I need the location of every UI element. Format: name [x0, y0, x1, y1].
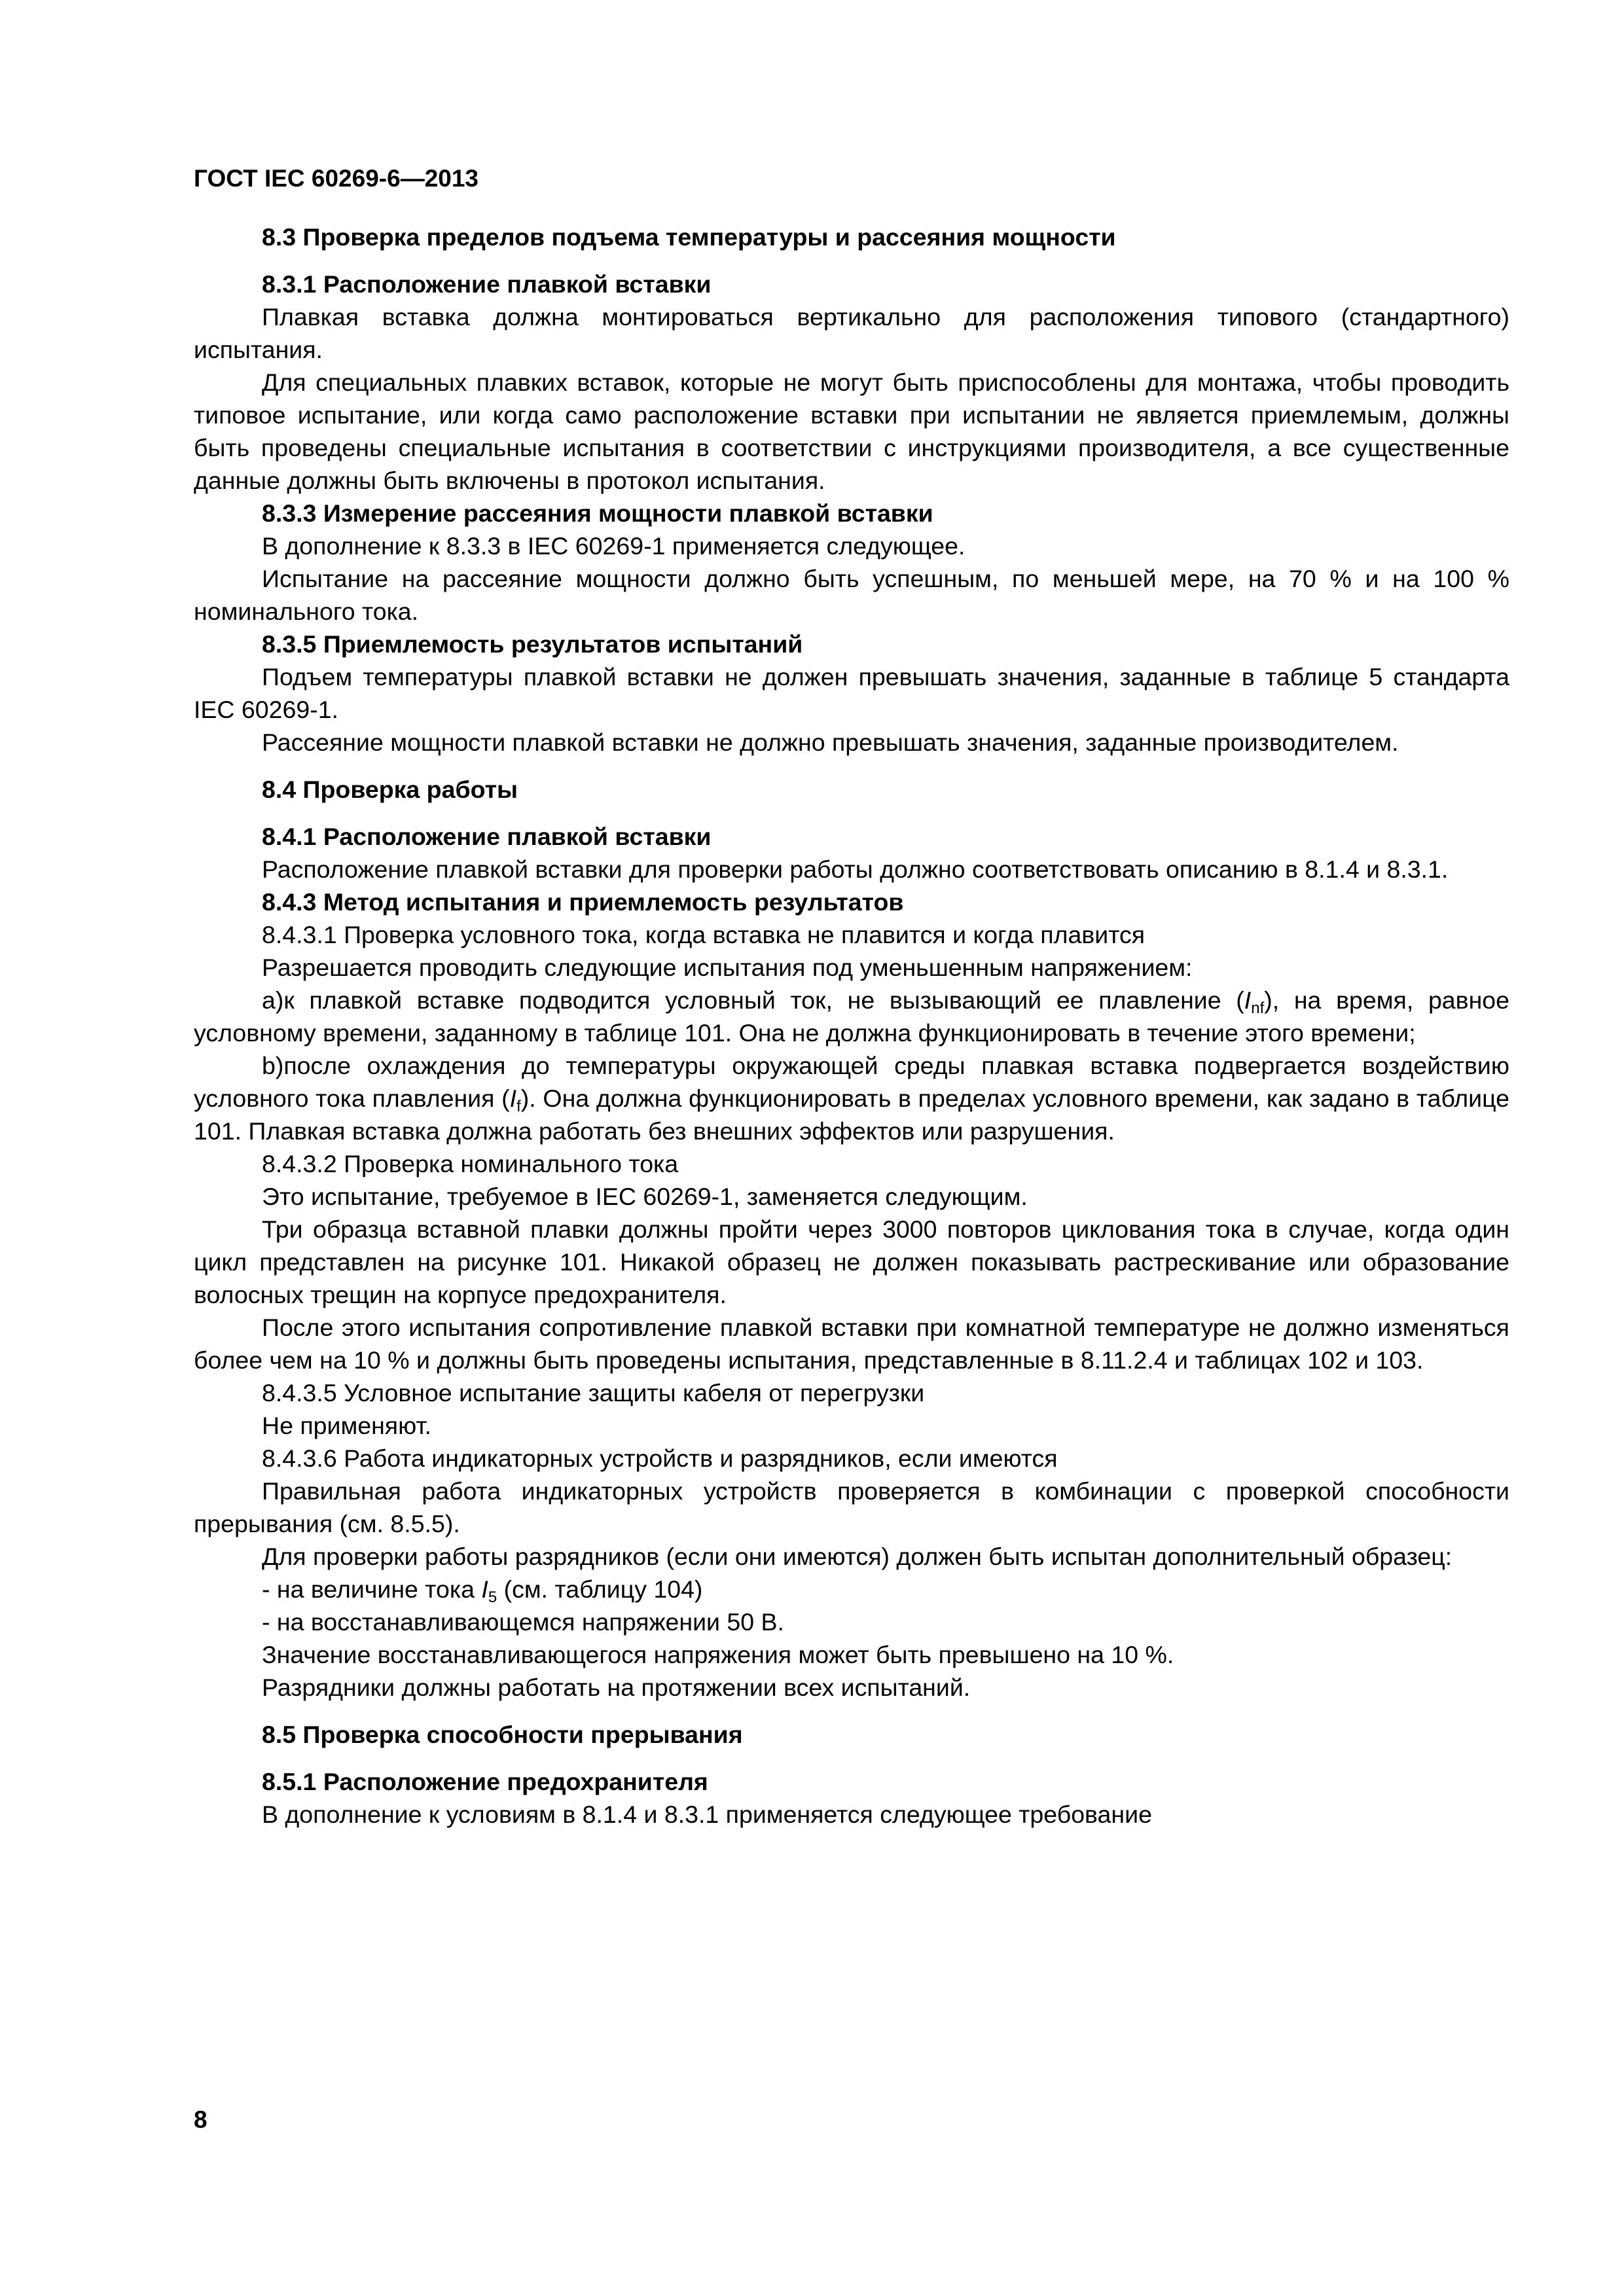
current-subscript: 5	[488, 1588, 497, 1606]
current-symbol: I	[509, 1085, 517, 1112]
subsection-heading-8-5-1: 8.5.1 Расположение предохранителя	[262, 1768, 708, 1795]
document-header: ГОСТ IEC 60269-6—2013	[194, 165, 479, 192]
paragraph: Рассеяние мощности плавкой вставки не должно превышать значения, заданные производителем.	[262, 728, 1399, 756]
section-heading-8-5: 8.5 Проверка способности прерывания	[262, 1721, 743, 1748]
subsection-heading-8-3-5: 8.3.5 Приемлемость результатов испытаний	[262, 630, 803, 658]
paragraph: Разрядники должны работать на протяжении всех испытаний.	[262, 1674, 971, 1701]
list-item-b	[194, 1049, 1509, 1147]
paragraph: Плавкая вставка должна монтироваться вертикально для расположения типового (стандартного) испытания.	[194, 303, 1509, 363]
paragraph: 8.4.3.1 Проверка условного тока, когда вставка не плавится и когда плавится	[262, 921, 1146, 948]
text-run: b)после охлаждения до температуры окружающей среды плавкая вставка подвергается воздействию условного тока плавления (	[194, 1052, 1509, 1112]
paragraph: Три образца вставной плавки должны пройти через 3000 повторов циклования тока в случае, когда один цикл представлен на рисунке 101. Никакой образец не должен показывать растрескивание или образование волосных трещин на корпусе предохранителя.	[194, 1215, 1509, 1308]
text-run: ). Она должна функционировать в пределах условного времени, как задано в таблице 101. Плавкая вставка должна работать без внешних эффектов или разрушения.	[194, 1085, 1509, 1145]
paragraph: В дополнение к условиям в 8.1.4 и 8.3.1 применяется следующее требование	[262, 1801, 1152, 1828]
text-run: ), на время, равное условному времени, заданному в таблице 101. Она не должна функционировать в течение этого времени;	[194, 986, 1510, 1047]
text-run: (см. таблицу 104)	[497, 1575, 703, 1603]
paragraph: 8.4.3.2 Проверка номинального тока	[262, 1150, 679, 1177]
list-item-a	[194, 984, 1509, 1049]
paragraph: Разрешается проводить следующие испытания под уменьшенным напряжением:	[262, 954, 1193, 981]
paragraph: Правильная работа индикаторных устройств проверяется в комбинации с проверкой способности прерывания (см. 8.5.5).	[194, 1477, 1509, 1537]
current-subscript: nf	[1251, 999, 1265, 1017]
current-symbol: I	[1244, 986, 1252, 1014]
paragraph: Это испытание, требуемое в IEC 60269-1, заменяется следующим.	[262, 1183, 1028, 1210]
document-body	[194, 221, 1509, 1831]
current-subscript: f	[516, 1098, 521, 1115]
paragraph: После этого испытания сопротивление плавкой вставки при комнатной температуре не должно изменяться более чем на 10 % и должны быть проведены испытания, представленные в 8.11.2.4 и таблицах 102 и 103.	[194, 1314, 1509, 1374]
text-run: - на величине тока	[262, 1575, 482, 1603]
paragraph: Испытание на рассеяние мощности должно быть успешным, по меньшей мере, на 70 % и на 100 % номинального тока.	[194, 565, 1509, 625]
subsection-heading-8-4-3: 8.4.3 Метод испытания и приемлемость результатов	[262, 888, 904, 916]
paragraph: В дополнение к 8.3.3 в IEC 60269-1 применяется следующее.	[262, 532, 965, 560]
dash-list-item: - на восстанавливающемся напряжении 50 В.	[262, 1608, 784, 1636]
subsection-heading-8-3-1: 8.3.1 Расположение плавкой вставки	[262, 270, 712, 298]
paragraph: Для специальных плавких вставок, которые не могут быть приспособлены для монтажа, чтобы проводить типовое испытание, или когда само расположение вставки при испытании не является приемлемым, должны быть проведены специальные испытания в соответствии с инструкциями производителя, а все существенные данные должны быть включены в протокол испытания.	[194, 368, 1509, 494]
page-number: 8	[194, 2106, 208, 2133]
paragraph: 8.4.3.5 Условное испытание защиты кабеля от перегрузки	[262, 1379, 925, 1407]
text-run: а)к плавкой вставке подводится условный ток, не вызывающий ее плавление (	[262, 986, 1244, 1014]
subsection-heading-8-3-3: 8.3.3 Измерение рассеяния мощности плавкой вставки	[262, 499, 933, 527]
section-heading-8-4: 8.4 Проверка работы	[262, 776, 518, 803]
paragraph: Подъем температуры плавкой вставки не должен превышать значения, заданные в таблице 5 стандарта IEC 60269-1.	[194, 663, 1509, 723]
subsection-heading-8-4-1: 8.4.1 Расположение плавкой вставки	[262, 823, 712, 850]
paragraph: Расположение плавкой вставки для проверки работы должно соответствовать описанию в 8.1.4 и 8.3.1.	[262, 855, 1449, 883]
paragraph: Значение восстанавливающегося напряжения может быть превышено на 10 %.	[262, 1641, 1174, 1668]
section-heading-8-3: 8.3 Проверка пределов подъема температуры и рассеяния мощности	[262, 223, 1116, 251]
paragraph: Не применяют.	[262, 1412, 431, 1439]
dash-list-item	[194, 1573, 1509, 1605]
paragraph: Для проверки работы разрядников (если они имеются) должен быть испытан дополнительный образец:	[262, 1543, 1453, 1570]
paragraph: 8.4.3.6 Работа индикаторных устройств и разрядников, если имеются	[262, 1444, 1058, 1472]
current-symbol: I	[481, 1575, 488, 1603]
